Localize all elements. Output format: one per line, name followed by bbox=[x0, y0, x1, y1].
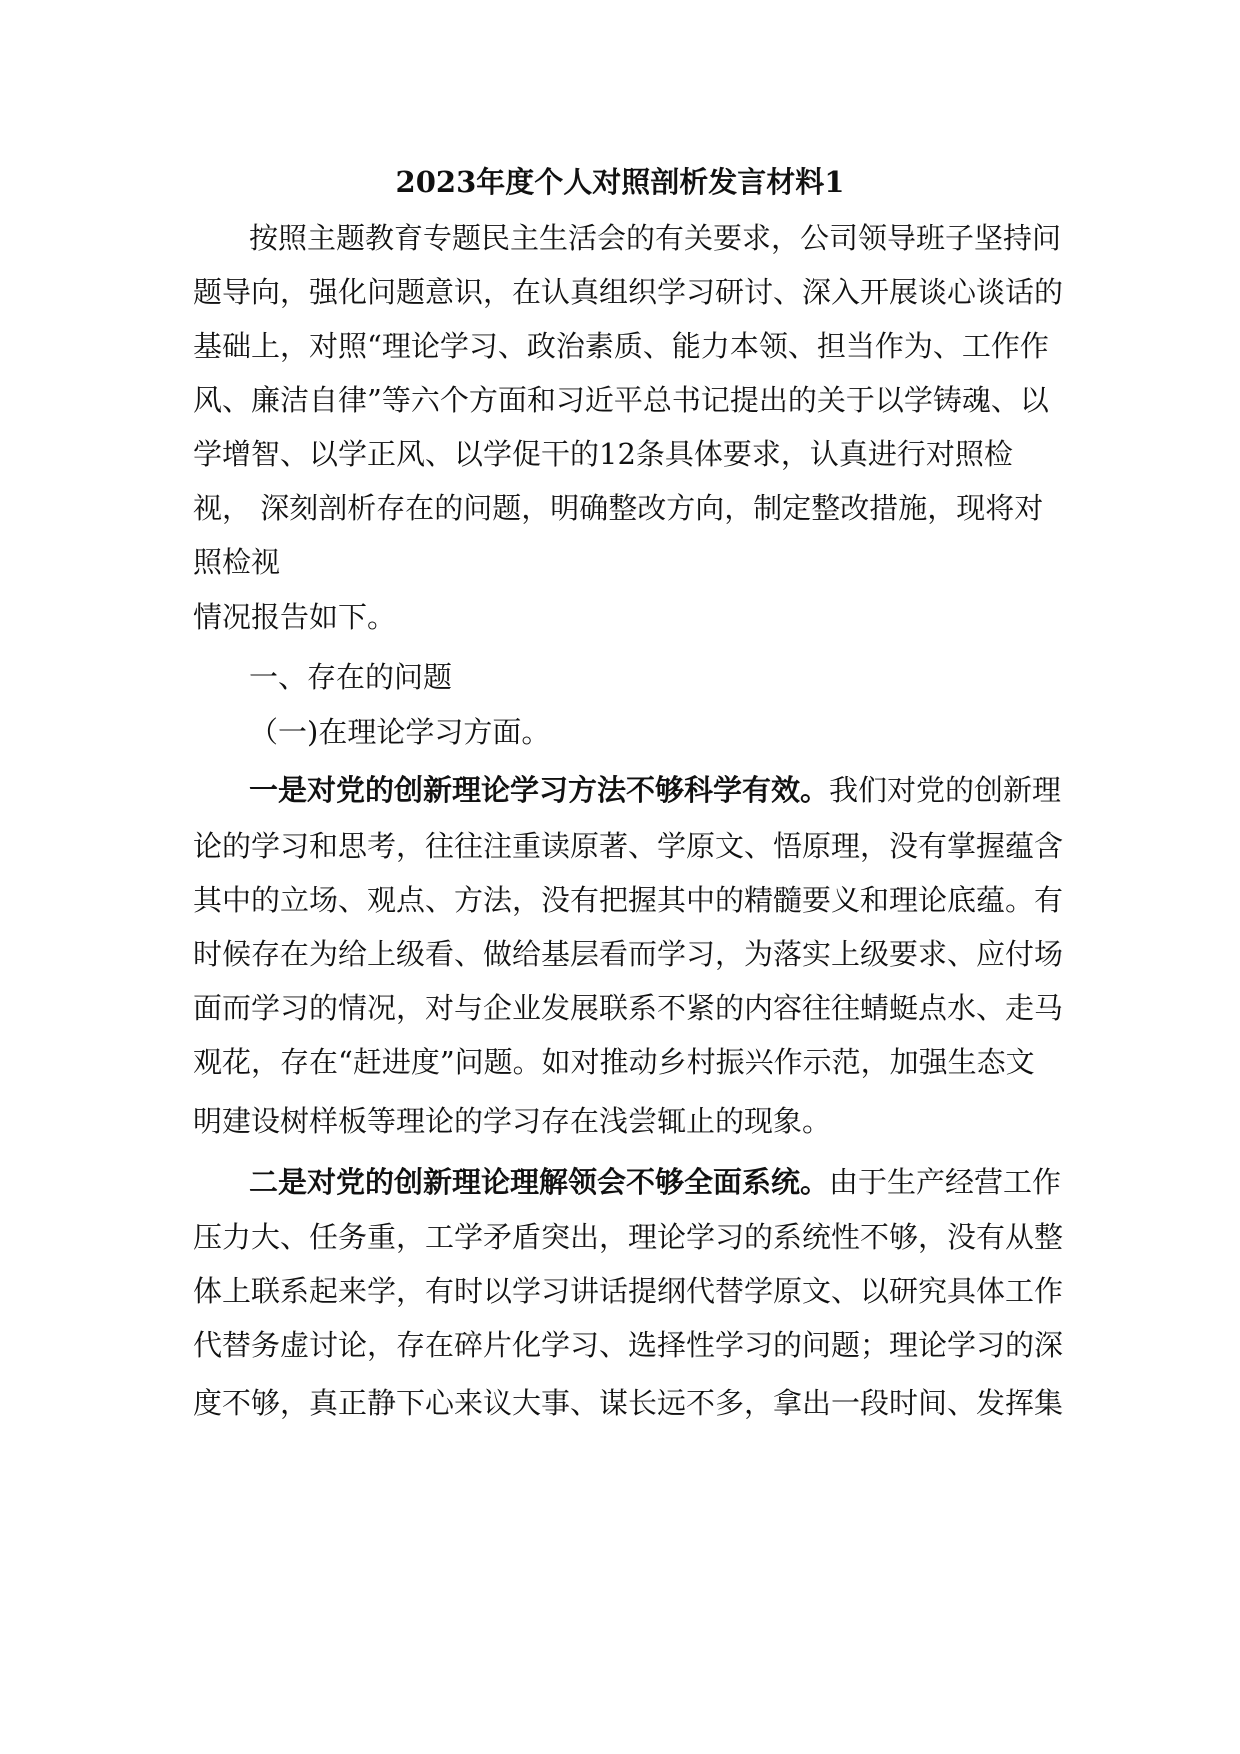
paragraph-line: 学增智、以学正风、以学促干的12条具体要求，认真进行对照检 bbox=[193, 437, 1013, 471]
paragraph-text: 由于生产经营工作 bbox=[829, 1165, 1062, 1199]
paragraph-text: 我们对党的创新理 bbox=[829, 773, 1062, 807]
document-title: 2023年度个人对照剖析发言材料1 bbox=[395, 165, 845, 199]
paragraph-line: 视， 深刻剖析存在的问题，明确整改方向，制定整改措施，现将对 bbox=[193, 491, 1044, 525]
paragraph-line: 风、廉洁自律”等六个方面和习近平总书记提出的关于以学铸魂、以 bbox=[193, 383, 1049, 417]
paragraph-line bbox=[249, 770, 1061, 810]
subsection-heading: （一)在理论学习方面。 bbox=[249, 715, 551, 749]
paragraph-line: 按照主题教育专题民主生活会的有关要求，公司领导班子坚持问 bbox=[249, 221, 1062, 255]
paragraph-line: 体上联系起来学，有时以学习讲话提纲代替学原文、以研究具体工作 bbox=[193, 1274, 1064, 1308]
paragraph-line: 情况报告如下。 bbox=[193, 600, 397, 634]
paragraph-line: 其中的立场、观点、方法，没有把握其中的精髓要义和理论底蕴。有 bbox=[193, 883, 1064, 917]
section-heading: 一、存在的问题 bbox=[249, 660, 453, 694]
paragraph-line: 题导向，强化问题意识，在认真组织学习研讨、深入开展谈心谈话的 bbox=[193, 275, 1064, 309]
paragraph-line bbox=[249, 1162, 1061, 1202]
paragraph-line: 时候存在为给上级看、做给基层看而学习，为落实上级要求、应付场 bbox=[193, 937, 1064, 971]
paragraph-line: 明建设树样板等理论的学习存在浅尝辄止的现象。 bbox=[193, 1104, 832, 1138]
paragraph-line: 压力大、任务重，工学矛盾突出，理论学习的系统性不够，没有从整 bbox=[193, 1220, 1064, 1254]
paragraph-line: 基础上，对照“理论学习、政治素质、能力本领、担当作为、工作作 bbox=[193, 329, 1049, 363]
paragraph-line: 面而学习的情况，对与企业发展联系不紧的内容往往蜻蜓点水、走马 bbox=[193, 991, 1064, 1025]
paragraph-line: 论的学习和思考，往往注重读原著、学原文、悟原理，没有掌握蕴含 bbox=[193, 829, 1064, 863]
bold-lead-sentence: 二是对党的创新理论理解领会不够全面系统。 bbox=[249, 1165, 830, 1199]
paragraph-line: 度不够，真正静下心来议大事、谋长远不多，拿出一段时间、发挥集 bbox=[193, 1386, 1064, 1420]
paragraph-line: 照检视 bbox=[193, 545, 281, 579]
bold-lead-sentence: 一是对党的创新理论学习方法不够科学有效。 bbox=[249, 773, 830, 807]
paragraph-line: 代替务虚讨论，存在碎片化学习、选择性学习的问题；理论学习的深 bbox=[193, 1328, 1064, 1362]
paragraph-line: 观花，存在“赶进度”问题。如对推动乡村振兴作示范，加强生态文 bbox=[193, 1045, 1035, 1079]
